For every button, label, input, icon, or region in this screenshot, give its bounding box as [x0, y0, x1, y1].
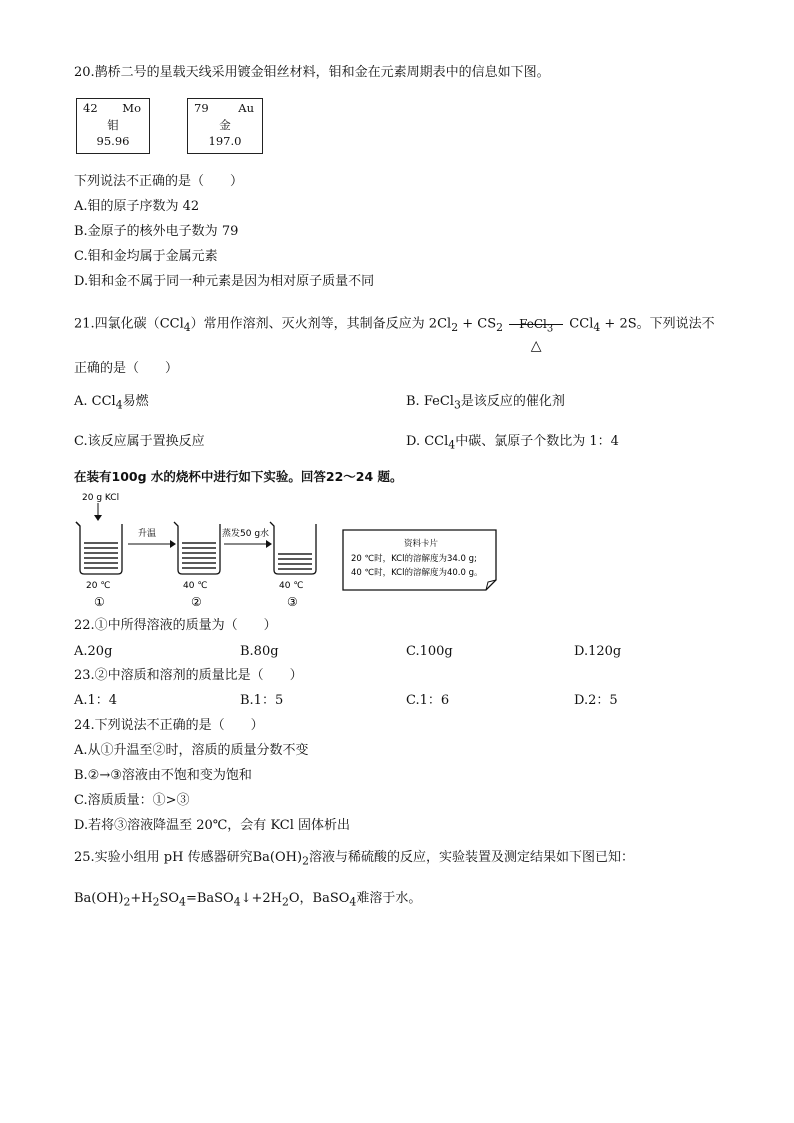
- q25-sub: 2: [282, 895, 289, 909]
- q21-ccl4: CCl: [159, 316, 184, 332]
- au-mass: 197.0: [208, 134, 242, 148]
- label-1: ①: [94, 595, 105, 609]
- q22-option-c: C.100g: [406, 644, 453, 659]
- q21-b-label: B.: [406, 394, 424, 409]
- q21-d-ccl4: CCl: [424, 434, 449, 449]
- q22-option-b: B.80g: [240, 644, 279, 659]
- mo-atomic-number: 42: [83, 101, 98, 115]
- eq-2s: 2S: [619, 316, 637, 332]
- q21-a-text: 易燃: [122, 394, 149, 409]
- step1-arrow-head: [170, 540, 176, 548]
- q22-option-d: D.120g: [574, 644, 622, 659]
- q21-b-text: 是该反应的催化剂: [460, 394, 565, 409]
- q25-sub: 2: [302, 854, 309, 868]
- au-name: 金: [219, 118, 231, 132]
- eq-cs2: CS: [477, 316, 497, 332]
- q25-sub: 4: [349, 895, 357, 909]
- card-line-2: 40 ℃时，KCl的溶解度为40.0 g。: [351, 568, 483, 578]
- q23-option-a: A.1：4: [74, 693, 118, 708]
- q22-option-a: A.20g: [74, 644, 113, 659]
- temp-2: 40 ℃: [183, 581, 208, 591]
- q24-option-d: D.若将③溶液降温至 20℃，会有 KCl 固体析出: [74, 818, 351, 833]
- beaker-3: [270, 522, 316, 574]
- eq-catalyst: FeCl: [519, 317, 547, 331]
- q20-option-a: A.钼的原子序数为 42: [74, 199, 200, 214]
- q24-option-b: B.②→③溶液由不饱和变为饱和: [74, 768, 252, 783]
- q21-stem: [74, 304, 715, 354]
- q21-d-text: 中碳、氯原子个数比为 1：4: [455, 434, 619, 449]
- q24-option-a: A.从①升温至②时，溶质的质量分数不变: [74, 743, 309, 758]
- eq-bar: [509, 324, 563, 325]
- eq-plus: +: [462, 316, 474, 332]
- mo-element-card: [76, 98, 150, 154]
- q25-stem: [74, 849, 634, 871]
- label-2: ②: [191, 595, 202, 609]
- q25-stem-a: 25.实验小组用 pH 传感器研究: [74, 850, 253, 865]
- q21-option-d: [406, 433, 619, 455]
- q24-stem: 24.下列说法不正确的是（ ）: [74, 718, 264, 733]
- q20-ask: 下列说法不正确的是（ ）: [74, 174, 244, 189]
- q21-d-label: D.: [406, 434, 425, 449]
- q25-stem-b: 溶液与稀硫酸的反应，实验装置及测定结果如下图已知：: [308, 850, 634, 865]
- q25-eq-h: +H: [130, 891, 153, 906]
- temp-1: 20 ℃: [86, 581, 111, 591]
- q20-option-d: D.钼和金不属于同一种元素是因为相对原子质量不同: [74, 274, 375, 289]
- q25-eq-baoh2: Ba(OH): [74, 891, 124, 906]
- q21-stem-c: 。下列说法不: [636, 316, 715, 332]
- q25-eq-h2: ↓+2H: [240, 891, 282, 906]
- eq-sub: 3: [546, 323, 554, 335]
- au-symbol: Au: [238, 101, 254, 115]
- q23-option-c: C.1：6: [406, 693, 450, 708]
- mo-name: 钼: [107, 118, 119, 132]
- experiment-figure: [70, 488, 510, 613]
- q23-option-b: B.1：5: [240, 693, 284, 708]
- mo-mass: 95.96: [96, 134, 130, 148]
- q23-stem: 23.②中溶质和溶剂的质量比是（ ）: [74, 668, 303, 683]
- eq-plus: +: [604, 316, 616, 332]
- eq-sub: 4: [593, 321, 601, 335]
- q22-stem: 22.①中所得溶液的质量为（ ）: [74, 618, 277, 633]
- eq-ccl4: CCl: [569, 316, 594, 332]
- q24-option-c: C.溶质质量：①>③: [74, 793, 190, 808]
- eq-heat: △: [530, 338, 542, 354]
- q25-sub: 2: [123, 895, 131, 909]
- q25-sub: 4: [233, 895, 241, 909]
- label-3: ③: [287, 595, 298, 609]
- group-intro: 在装有100g 水的烧杯中进行如下实验。回答22～24 题。: [74, 469, 403, 484]
- beaker-1: [76, 522, 122, 574]
- step1-label: 升温: [138, 529, 157, 539]
- temp-3: 40 ℃: [279, 581, 304, 591]
- q21-stem-d: 正确的是（ ）: [74, 361, 179, 376]
- q25-eq-tail: 难溶于水。: [356, 891, 422, 906]
- card-line-1: 20 ℃时，KCl的溶解度为34.0 g;: [351, 554, 477, 564]
- q21-a-label: A.: [74, 394, 92, 409]
- q25-sub: 4: [179, 895, 186, 909]
- add-arrow-head: [94, 515, 102, 521]
- card-title: 资料卡片: [404, 539, 439, 549]
- q25-eq-o-baso: O，BaSO: [288, 891, 350, 906]
- q20-option-b: B.金原子的核外电子数为 79: [74, 224, 239, 239]
- q23-option-d: D.2：5: [574, 693, 618, 708]
- q25-sub: 2: [152, 895, 160, 909]
- eq-condition: [507, 304, 565, 354]
- q25-eq-so: SO: [159, 891, 180, 906]
- q21-sub: 4: [448, 438, 456, 452]
- q21-stem-b: ）常用作溶剂、灭火剂等，其制备反应为: [190, 316, 425, 332]
- q25-baoh2: Ba(OH): [252, 850, 303, 865]
- eq-sub: 2: [496, 321, 504, 335]
- step2-label: 蒸发50 g水: [222, 529, 270, 539]
- q21-a-ccl4: CCl: [91, 394, 116, 409]
- q21-option-a: [74, 393, 149, 415]
- q21-sub: 4: [115, 398, 123, 412]
- mo-symbol: Mo: [122, 101, 141, 115]
- data-card: [343, 530, 496, 590]
- q21-option-c: C.该反应属于置换反应: [74, 434, 205, 449]
- add-kcl-label: 20 g KCl: [82, 493, 120, 503]
- au-element-card: [187, 98, 263, 154]
- q21-option-b: [406, 393, 565, 415]
- step2-arrow-head: [266, 540, 272, 548]
- q25-eq-baso: =BaSO: [185, 891, 234, 906]
- q20-stem: 20.鹊桥二号的星载天线采用镀金钼丝材料，钼和金在元素周期表中的信息如下图。: [74, 65, 550, 80]
- q21-sub: 3: [453, 398, 461, 412]
- q20-option-c: C.钼和金均属于金属元素: [74, 249, 218, 264]
- au-atomic-number: 79: [194, 101, 209, 115]
- eq-cl2: 2Cl: [428, 316, 452, 332]
- beaker-2: [174, 522, 220, 574]
- q25-equation: [74, 890, 421, 912]
- q21-stem-a: 21.四氯化碳（: [74, 316, 160, 332]
- q21-sub: 4: [183, 321, 191, 335]
- q21-b-fecl3: FeCl: [423, 394, 454, 409]
- eq-sub: 2: [451, 321, 459, 335]
